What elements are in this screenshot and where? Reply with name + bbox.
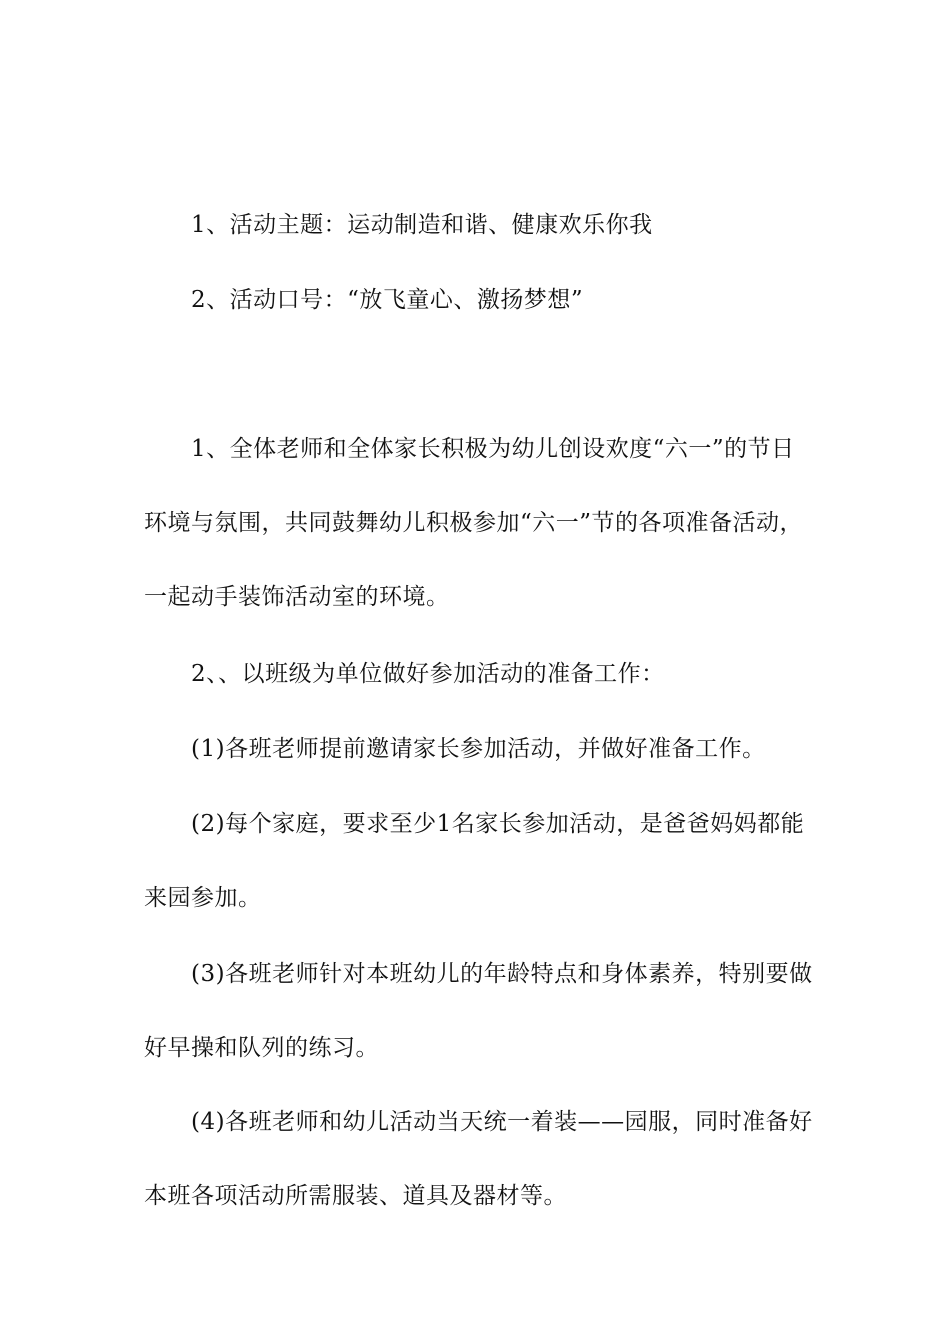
environment-paragraph: 1、全体老师和全体家长积极为幼儿创设欢度“六一”的节日环境与氛围，共同鼓舞幼儿积极参加“六一”节的各项准备活动，一起动手装饰活动室的环境。 xyxy=(144,436,804,610)
class-preparation-paragraph: 2、、以班级为单位做好参加活动的准备工作： xyxy=(191,661,665,687)
family-participation-paragraph: (2)每个家庭，要求至少1名家长参加活动，是爸爸妈妈都能来园参加。 xyxy=(144,811,805,911)
uniform-preparation-paragraph: (4)各班老师和幼儿活动当天统一着装——园服，同时准备好本班各项活动所需服装、道具及器材等。 xyxy=(144,1109,813,1209)
theme-paragraph: 1、活动主题：运动制造和谐、健康欢乐你我 xyxy=(191,212,653,238)
exercise-practice-paragraph: (3)各班老师针对本班幼儿的年龄特点和身体素养，特别要做好早操和队列的练习。 xyxy=(144,961,813,1061)
slogan-paragraph: 2、活动口号：“放飞童心、激扬梦想” xyxy=(191,287,584,313)
invite-parents-paragraph: (1)各班老师提前邀请家长参加活动，并做好准备工作。 xyxy=(191,736,766,762)
